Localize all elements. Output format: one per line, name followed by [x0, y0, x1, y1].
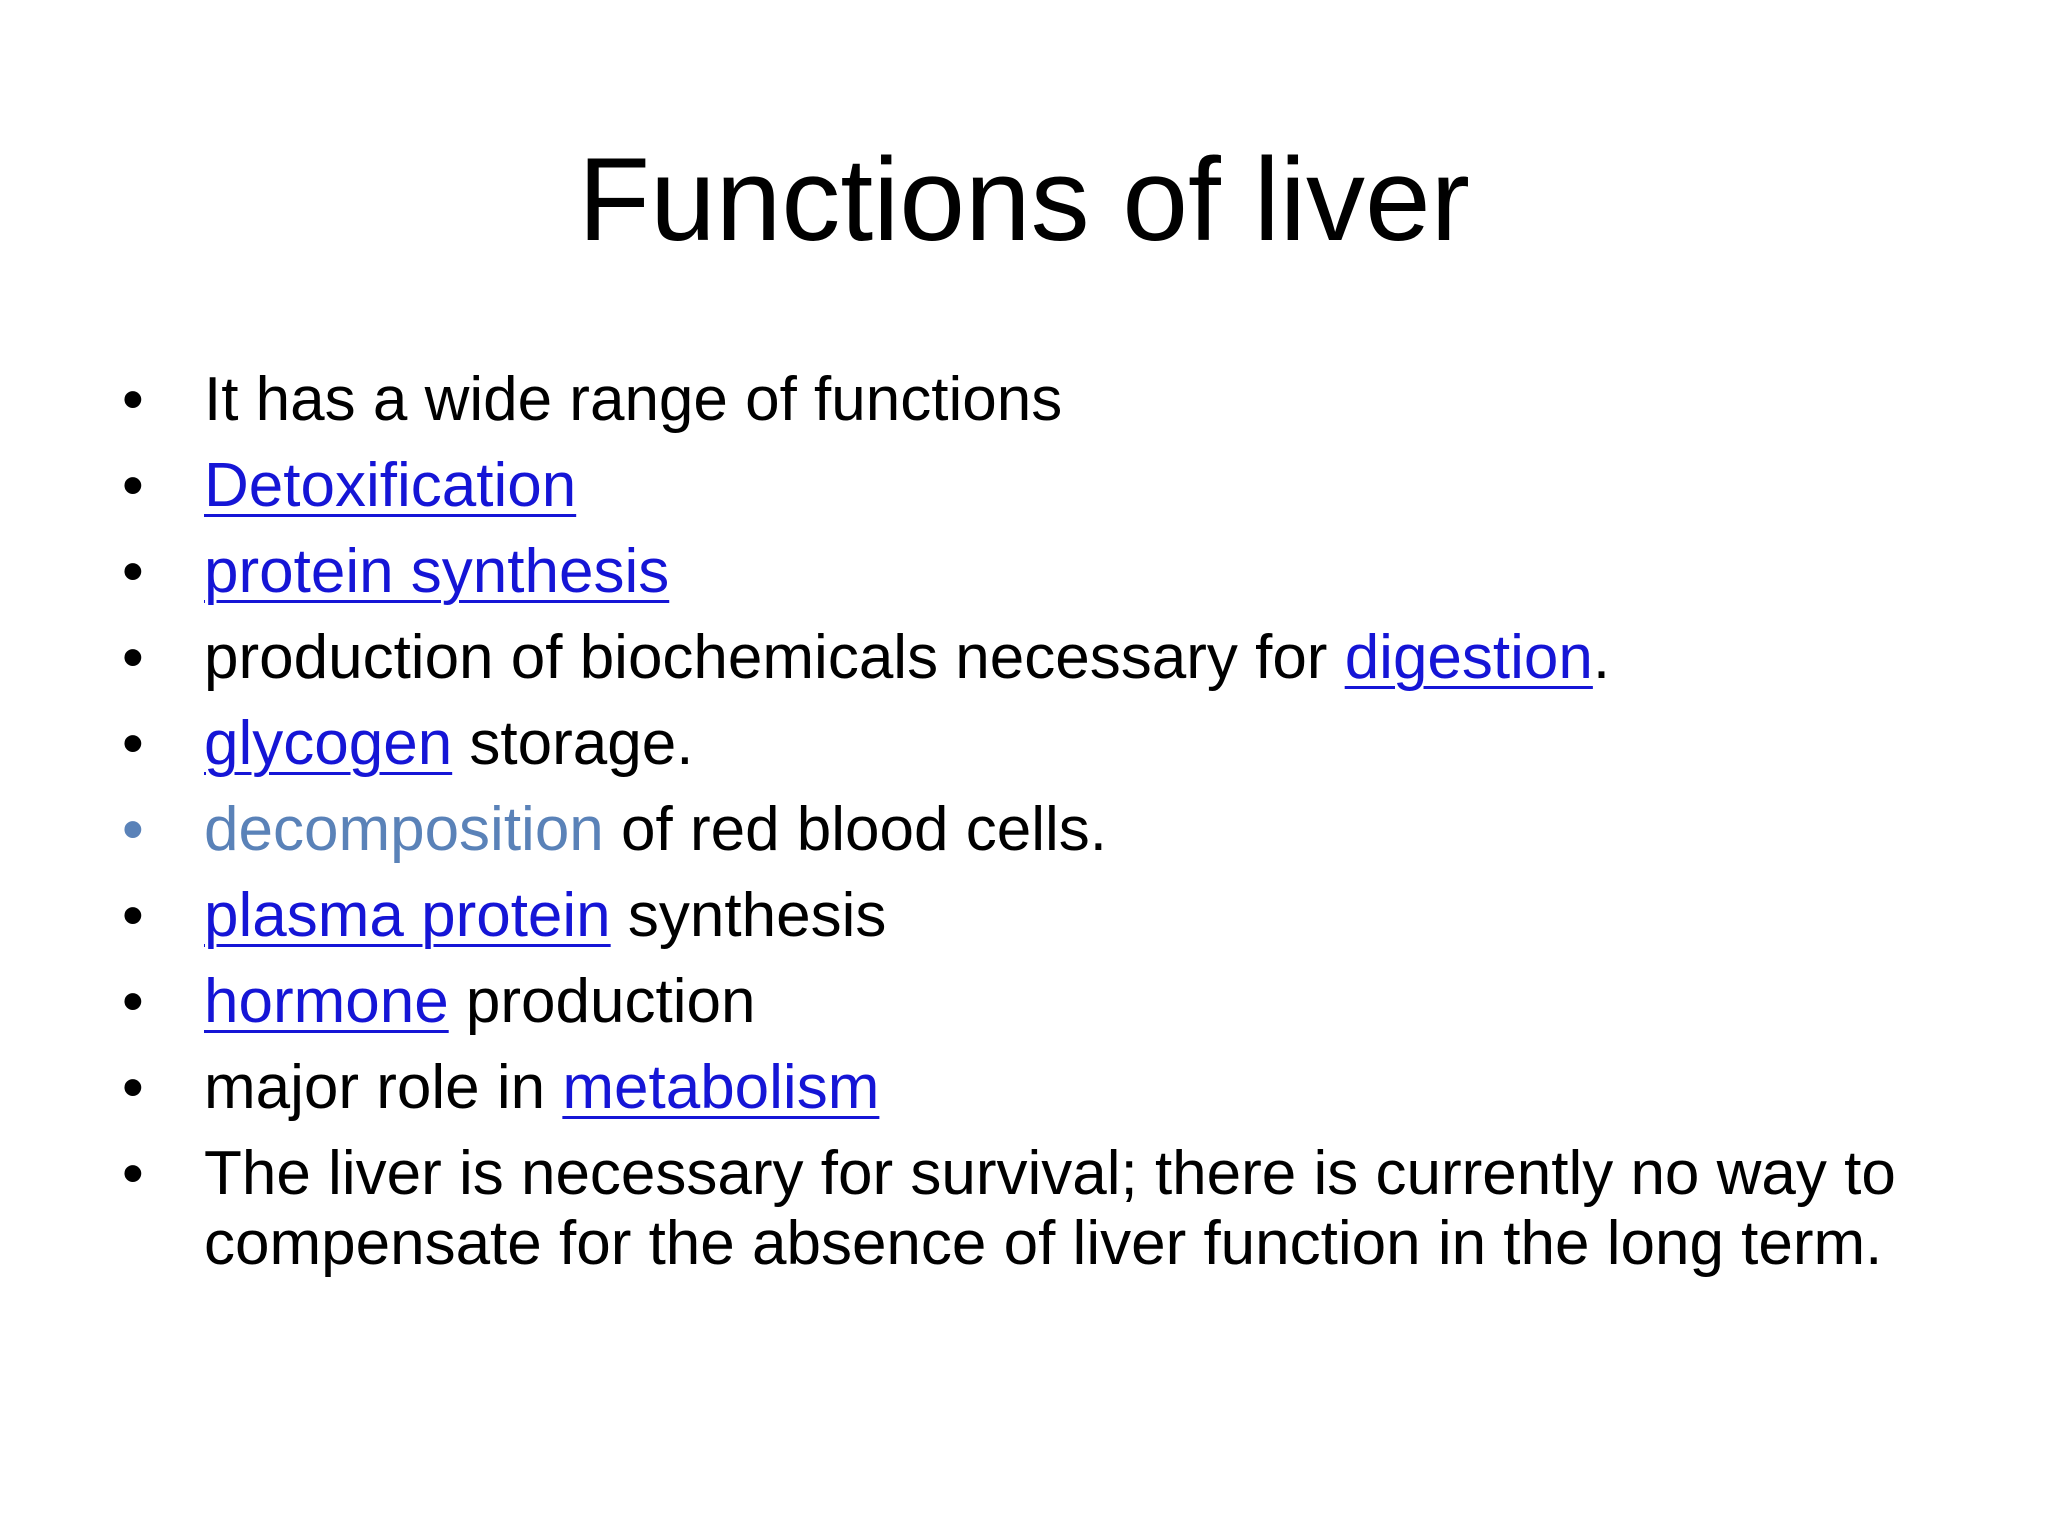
- hormone-link[interactable]: hormone: [204, 967, 449, 1036]
- detoxification-link[interactable]: Detoxification: [204, 451, 577, 520]
- bullet-dot: •: [122, 623, 144, 692]
- bullet-item: [110, 967, 1950, 1037]
- bullet-dot: •: [122, 451, 144, 520]
- bullet-dot: •: [122, 365, 144, 434]
- bullet-item: [110, 537, 1950, 607]
- bullet-text: of red blood cells.: [603, 795, 1107, 864]
- bullet-item: [110, 365, 1950, 435]
- bullet-dot: •: [122, 1139, 144, 1208]
- digestion-link[interactable]: digestion: [1344, 623, 1593, 692]
- slide-title: Functions of liver: [578, 134, 1470, 266]
- bullet-dot: •: [122, 967, 144, 1036]
- bullet-text: synthesis: [610, 881, 887, 950]
- bullet-item: [110, 709, 1950, 779]
- bullet-item: [110, 795, 1950, 865]
- bullet-dot: •: [122, 795, 144, 864]
- bullet-list: [110, 365, 1950, 1295]
- bullet-dot: •: [122, 709, 144, 778]
- bullet-item: [110, 451, 1950, 521]
- bullet-dot: •: [122, 881, 144, 950]
- bullet-item: [110, 1053, 1950, 1123]
- decomposition-text: decomposition: [204, 795, 604, 864]
- bullet-text: .: [1592, 623, 1611, 692]
- bullet-text: It has a wide range of functions: [204, 365, 1063, 434]
- bullet-dot: •: [122, 537, 144, 606]
- bullet-dot: •: [122, 1053, 144, 1122]
- bullet-item: [110, 1139, 1950, 1279]
- bullet-item: [110, 623, 1950, 693]
- plasma-protein-link[interactable]: plasma protein: [204, 881, 611, 950]
- bullet-item: [110, 881, 1950, 951]
- metabolism-link[interactable]: metabolism: [562, 1053, 880, 1122]
- bullet-text: storage.: [452, 709, 694, 778]
- glycogen-link[interactable]: glycogen: [204, 709, 453, 778]
- bullet-text: production of biochemicals necessary for: [204, 623, 1345, 692]
- bullet-text: The liver is necessary for survival; there is currently no way to compensate for the absence of liver function in the long term.: [204, 1139, 1896, 1278]
- protein-synthesis-link[interactable]: protein synthesis: [204, 537, 670, 606]
- bullet-text: production: [448, 967, 756, 1036]
- bullet-text: major role in: [204, 1053, 563, 1122]
